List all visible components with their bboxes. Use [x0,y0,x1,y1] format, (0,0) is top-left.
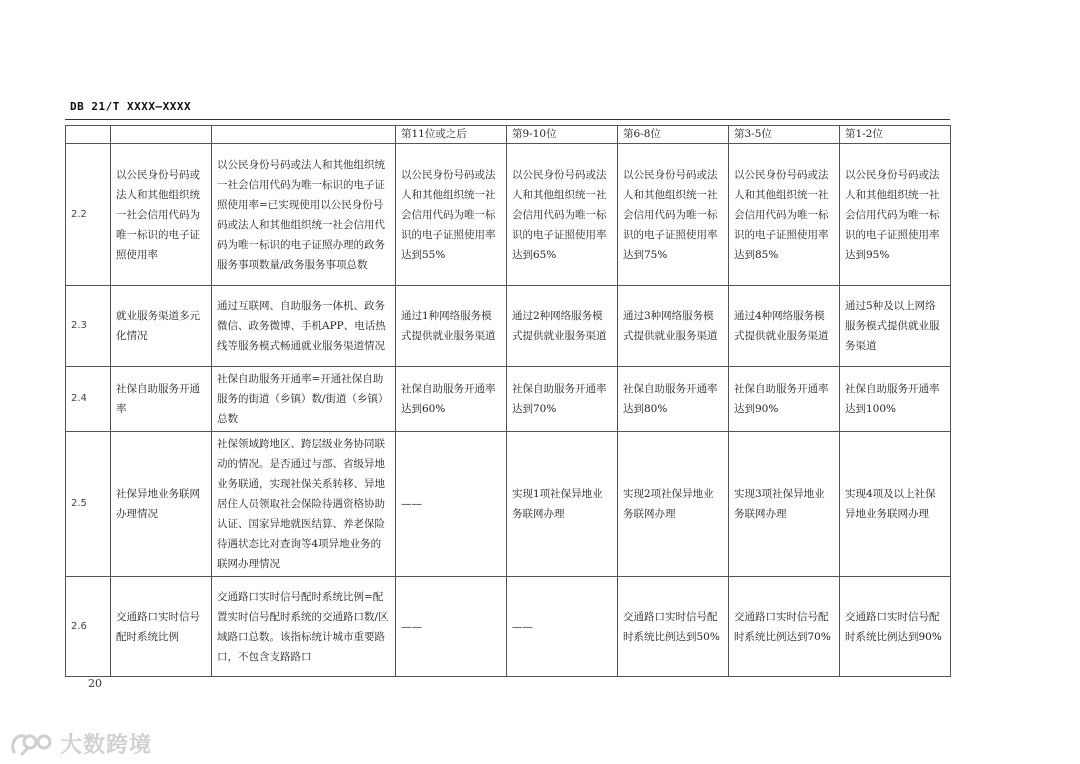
row-level-rank-1-2: 交通路口实时信号配时系统比例达到90% [840,577,951,677]
row-code: 2.4 [66,367,111,432]
row-formula: 以公民身份号码或法人和其他组织统一社会信用代码为唯一标识的电子证照使用率=已实现使用以公民身份号码或法人和其他组织统一社会信用代码为唯一标识的电子证照办理的政务服务事项数量/政务服务事项总数 [212,144,396,286]
row-code: 2.6 [66,577,111,677]
row-level-rank-11: 通过1种网络服务模式提供就业服务渠道 [396,286,507,367]
row-formula: 交通路口实时信号配时系统比例=配置实时信号配时系统的交通路口数/区域路口总数。该指标统计城市重要路口，不包含支路路口 [212,577,396,677]
row-level-rank-11: 社保自助服务开通率达到60% [396,367,507,432]
row-level-rank-6-8: 实现2项社保异地业务联网办理 [618,432,729,577]
indicator-table [65,125,951,677]
table-row [66,432,951,577]
header-cell-rank-6-8: 第6-8位 [618,126,729,144]
header-cell-code [66,126,111,144]
row-formula: 通过互联网、自助服务一体机、政务微信、政务微博、手机APP、电话热线等服务模式畅通就业服务渠道情况 [212,286,396,367]
row-level-rank-3-5: 实现3项社保异地业务联网办理 [729,432,840,577]
table-header-row [66,126,951,144]
row-indicator-name: 以公民身份号码或法人和其他组织统一社会信用代码为唯一标识的电子证照使用率 [111,144,212,286]
row-code: 2.3 [66,286,111,367]
standard-number: DB 21/T XXXX—XXXX [70,100,192,113]
table-row [66,367,951,432]
row-level-rank-6-8: 通过3种网络服务模式提供就业服务渠道 [618,286,729,367]
header-cell-formula [212,126,396,144]
header-cell-rank-9-10: 第9-10位 [507,126,618,144]
row-indicator-name: 交通路口实时信号配时系统比例 [111,577,212,677]
row-level-rank-11: —— [396,432,507,577]
header-cell-rank-1-2: 第1-2位 [840,126,951,144]
row-level-rank-1-2: 实现4项及以上社保异地业务联网办理 [840,432,951,577]
row-level-rank-9-10: 实现1项社保异地业务联网办理 [507,432,618,577]
row-level-rank-9-10: 社保自助服务开通率达到70% [507,367,618,432]
row-level-rank-1-2: 社保自助服务开通率达到100% [840,367,951,432]
row-level-rank-11: 以公民身份号码或法人和其他组织统一社会信用代码为唯一标识的电子证照使用率达到55% [396,144,507,286]
row-code: 2.5 [66,432,111,577]
row-level-rank-6-8: 交通路口实时信号配时系统比例达到50% [618,577,729,677]
row-level-rank-6-8: 以公民身份号码或法人和其他组织统一社会信用代码为唯一标识的电子证照使用率达到75% [618,144,729,286]
row-level-rank-1-2: 通过5种及以上网络服务模式提供就业服务渠道 [840,286,951,367]
row-level-rank-6-8: 社保自助服务开通率达到80% [618,367,729,432]
header-cell-name [111,126,212,144]
watermark [8,728,152,759]
row-level-rank-1-2: 以公民身份号码或法人和其他组织统一社会信用代码为唯一标识的电子证照使用率达到95% [840,144,951,286]
table-row [66,286,951,367]
table-row [66,577,951,677]
row-code: 2.2 [66,144,111,286]
row-indicator-name: 就业服务渠道多元化情况 [111,286,212,367]
row-level-rank-9-10: —— [507,577,618,677]
row-level-rank-9-10: 以公民身份号码或法人和其他组织统一社会信用代码为唯一标识的电子证照使用率达到65% [507,144,618,286]
header-rule [65,119,950,120]
row-level-rank-3-5: 交通路口实时信号配时系统比例达到70% [729,577,840,677]
row-level-rank-9-10: 通过2种网络服务模式提供就业服务渠道 [507,286,618,367]
row-level-rank-11: —— [396,577,507,677]
row-formula: 社保领域跨地区、跨层级业务协同联动的情况。是否通过与部、省级异地业务联通，实现社保关系转移、异地居住人员领取社会保险待遇资格协助认证、国家异地就医结算、养老保险待遇状态比对查询等4项异地业务的联网办理情况 [212,432,396,577]
row-indicator-name: 社保自助服务开通率 [111,367,212,432]
page-number: 20 [88,677,102,690]
table-row [66,144,951,286]
row-formula: 社保自助服务开通率=开通社保自助服务的街道（乡镇）数/街道（乡镇）总数 [212,367,396,432]
row-indicator-name: 社保异地业务联网办理情况 [111,432,212,577]
row-level-rank-3-5: 通过4种网络服务模式提供就业服务渠道 [729,286,840,367]
header-cell-rank-3-5: 第3-5位 [729,126,840,144]
row-level-rank-3-5: 社保自助服务开通率达到90% [729,367,840,432]
header-cell-rank-11: 第11位或之后 [396,126,507,144]
watermark-logo-icon [8,730,56,758]
watermark-text: 大数跨境 [60,733,153,758]
row-level-rank-3-5: 以公民身份号码或法人和其他组织统一社会信用代码为唯一标识的电子证照使用率达到85% [729,144,840,286]
